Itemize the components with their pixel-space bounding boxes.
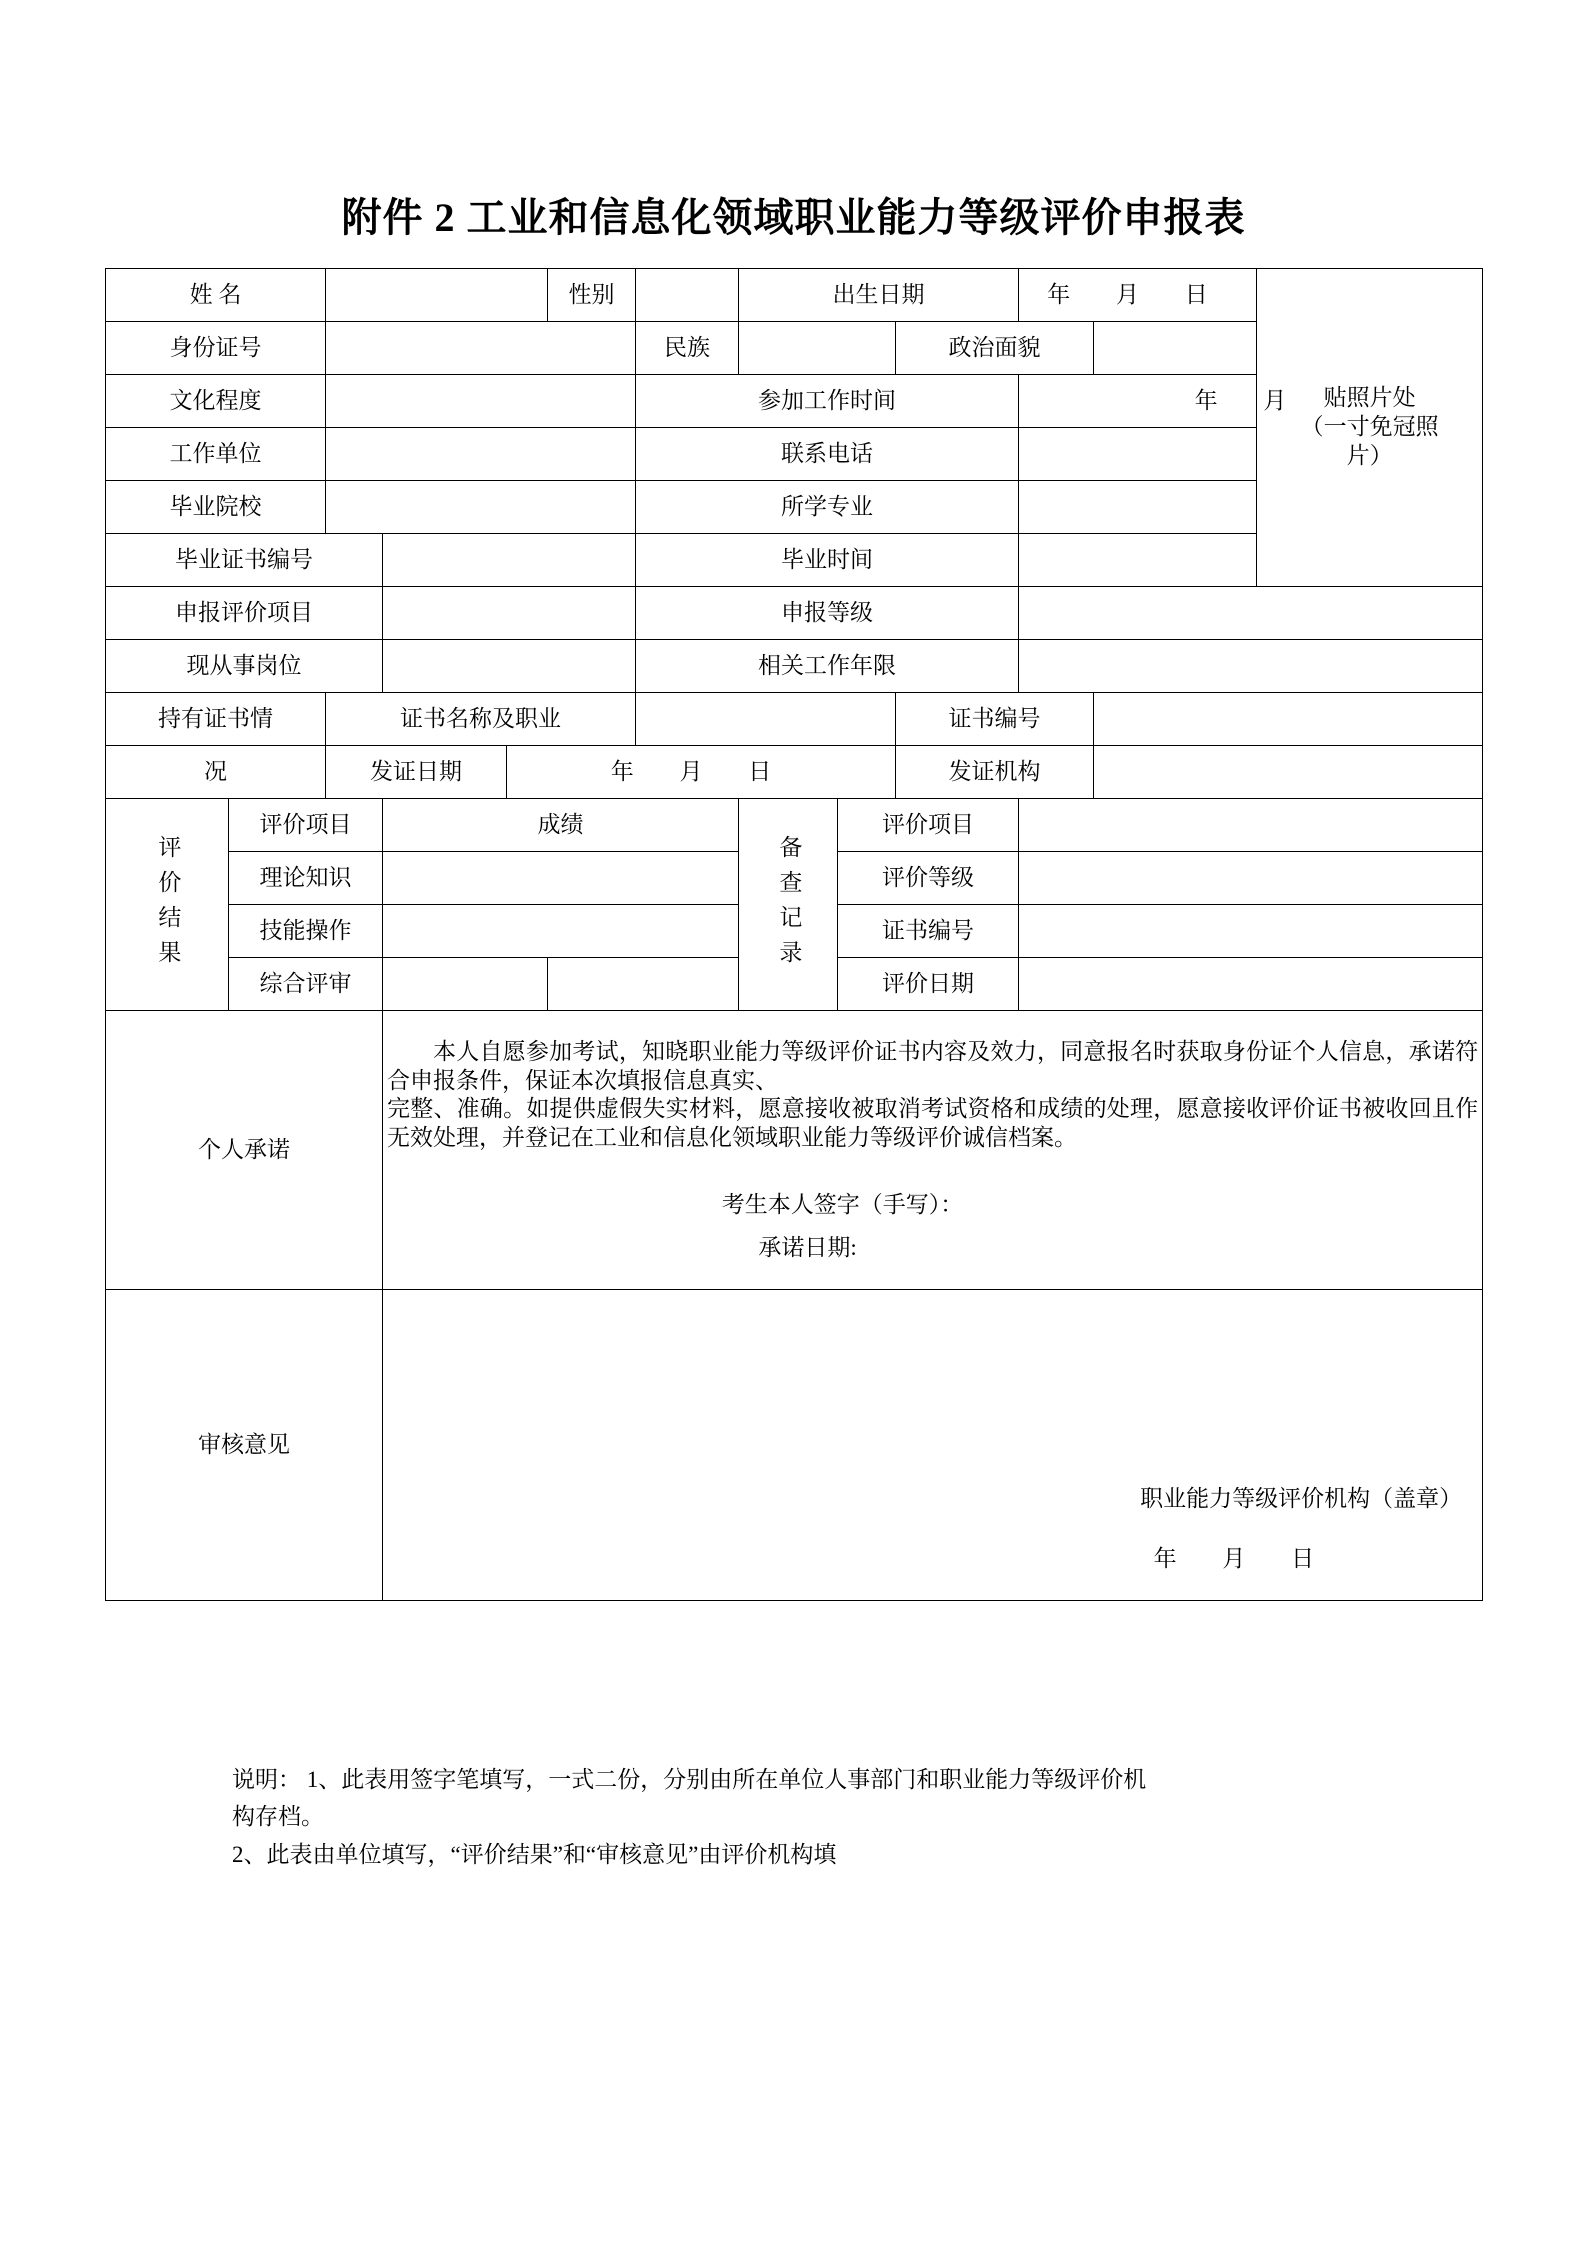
table-row-education	[106, 375, 1483, 428]
field-graduation-time-value[interactable]	[1019, 534, 1483, 587]
field-backup-row-1-value[interactable]	[1019, 852, 1483, 905]
field-major-value[interactable]	[1019, 481, 1483, 534]
application-form-table	[105, 268, 1483, 1601]
label-eval-item-header: 评价项目	[229, 799, 383, 852]
field-backup-row-2-value[interactable]	[1019, 905, 1483, 958]
label-cert-held-line1: 持有证书情	[106, 693, 326, 746]
label-backup-row-2: 证书编号	[838, 905, 1019, 958]
label-graduate-school: 毕业院校	[106, 481, 326, 534]
field-work-start-time-value[interactable]: 年 月	[1019, 375, 1483, 428]
field-graduate-school-value[interactable]	[326, 481, 636, 534]
label-current-position: 现从事岗位	[106, 640, 383, 693]
field-ethnicity-value[interactable]	[739, 322, 896, 375]
label-backup-record: 备查记录	[739, 799, 838, 1011]
table-row-issue-date	[106, 746, 1483, 799]
label-education-level: 文化程度	[106, 375, 326, 428]
table-row-eval-header	[106, 799, 1483, 852]
table-row-apply-project	[106, 587, 1483, 640]
table-row-commitment	[106, 1011, 1483, 1290]
field-backup-row-3-value[interactable]	[1019, 958, 1483, 1011]
field-issue-org-value[interactable]	[1094, 746, 1483, 799]
label-evaluation-result: 评价结果	[106, 799, 229, 1011]
table-row-diploma	[106, 534, 1483, 587]
label-personal-commitment: 个人承诺	[106, 1011, 383, 1290]
note-line-1: 说明： 1、此表用签字笔填写，一式二份，分别由所在单位人事部门和职业能力等级评价机	[232, 1767, 1147, 1792]
label-eval-row-2: 综合评审	[229, 958, 383, 1011]
label-issue-org: 发证机构	[896, 746, 1094, 799]
label-eval-score-header: 成绩	[383, 799, 739, 852]
label-cert-name-occupation: 证书名称及职业	[326, 693, 636, 746]
table-row-id-number	[106, 322, 1483, 375]
label-name: 姓 名	[106, 269, 326, 322]
photo-area-line1: 贴照片处	[1323, 385, 1416, 411]
field-birth-date-value[interactable]: 年 月 日	[1019, 269, 1257, 322]
label-issue-date: 发证日期	[326, 746, 507, 799]
field-backup-row-0-value[interactable]	[1019, 799, 1483, 852]
review-date-line: 年 月 日	[1153, 1546, 1335, 1572]
label-political-status: 政治面貌	[896, 322, 1094, 375]
label-eval-row-0: 理论知识	[229, 852, 383, 905]
field-eval-row-2-score-b[interactable]	[548, 958, 739, 1011]
field-name-value[interactable]	[326, 269, 548, 322]
label-backup-row-3: 评价日期	[838, 958, 1019, 1011]
table-row-current-position	[106, 640, 1483, 693]
field-education-level-value[interactable]	[326, 375, 636, 428]
field-eval-row-2-score-a[interactable]	[383, 958, 548, 1011]
commitment-paragraph-2: 完整、准确。如提供虚假失实材料，愿意接收被取消考试资格和成绩的处理，愿意接收评价证书被收回且作无效处理，并登记在工业和信息化领域职业能力等级评价诚信档案。	[387, 1096, 1479, 1150]
commitment-date-line: 承诺日期:	[758, 1234, 857, 1260]
label-work-unit: 工作单位	[106, 428, 326, 481]
review-opinion-body[interactable]	[383, 1290, 1483, 1601]
label-diploma-number: 毕业证书编号	[106, 534, 383, 587]
label-work-years: 相关工作年限	[636, 640, 1019, 693]
label-backup-row-0: 评价项目	[838, 799, 1019, 852]
photo-area-line3: 片）	[1346, 442, 1393, 468]
label-major: 所学专业	[636, 481, 1019, 534]
commitment-body[interactable]	[383, 1011, 1483, 1290]
note-line-3: 2、此表由单位填写，“评价结果”和“审核意见”由评价机构填	[232, 1841, 837, 1867]
field-cert-name-occupation-value[interactable]	[636, 693, 896, 746]
label-phone: 联系电话	[636, 428, 1019, 481]
label-apply-project: 申报评价项目	[106, 587, 383, 640]
field-work-unit-value[interactable]	[326, 428, 636, 481]
label-graduation-time: 毕业时间	[636, 534, 1019, 587]
table-row-name	[106, 269, 1483, 322]
note-line-2: 构存档。	[232, 1804, 324, 1830]
field-political-status-value[interactable]	[1094, 322, 1483, 375]
commitment-paragraph-1: 本人自愿参加考试，知晓职业能力等级评价证书内容及效力，同意报名时获取身份证个人信息，承诺符合申报条件，保证本次填报信息真实、	[387, 1038, 1479, 1093]
label-gender: 性别	[548, 269, 636, 322]
label-cert-held-line2: 况	[106, 746, 326, 799]
label-cert-number: 证书编号	[896, 693, 1094, 746]
review-organization-seal-line: 职业能力等级评价机构（盖章）	[1140, 1486, 1463, 1512]
table-row-cert-name	[106, 693, 1483, 746]
table-row-graduate-school	[106, 481, 1483, 534]
label-backup-row-1: 评价等级	[838, 852, 1019, 905]
label-id-number: 身份证号	[106, 322, 326, 375]
field-gender-value[interactable]	[636, 269, 739, 322]
table-row-work-unit	[106, 428, 1483, 481]
label-eval-row-1: 技能操作	[229, 905, 383, 958]
field-issue-date-value[interactable]: 年 月 日	[507, 746, 896, 799]
label-birth-date: 出生日期	[739, 269, 1019, 322]
form-notes	[232, 1761, 1522, 1873]
table-row-review-opinion	[106, 1290, 1483, 1601]
commitment-signature-line: 考生本人签字（手写）：	[721, 1191, 964, 1217]
label-apply-level: 申报等级	[636, 587, 1019, 640]
label-review-opinion: 审核意见	[106, 1290, 383, 1601]
field-eval-row-1-score[interactable]	[383, 905, 739, 958]
field-current-position-value[interactable]	[383, 640, 636, 693]
field-apply-project-value[interactable]	[383, 587, 636, 640]
field-apply-level-value[interactable]	[1019, 587, 1483, 640]
field-work-years-value[interactable]	[1019, 640, 1483, 693]
photo-area-line2: （一寸免冠照	[1300, 414, 1439, 440]
field-diploma-number-value[interactable]	[383, 534, 636, 587]
page-title: 附件 2 工业和信息化领域职业能力等级评价申报表	[341, 195, 1246, 240]
field-id-number-value[interactable]	[326, 322, 636, 375]
field-cert-number-value[interactable]	[1094, 693, 1483, 746]
field-eval-row-0-score[interactable]	[383, 852, 739, 905]
label-work-start-time: 参加工作时间	[636, 375, 1019, 428]
label-ethnicity: 民族	[636, 322, 739, 375]
